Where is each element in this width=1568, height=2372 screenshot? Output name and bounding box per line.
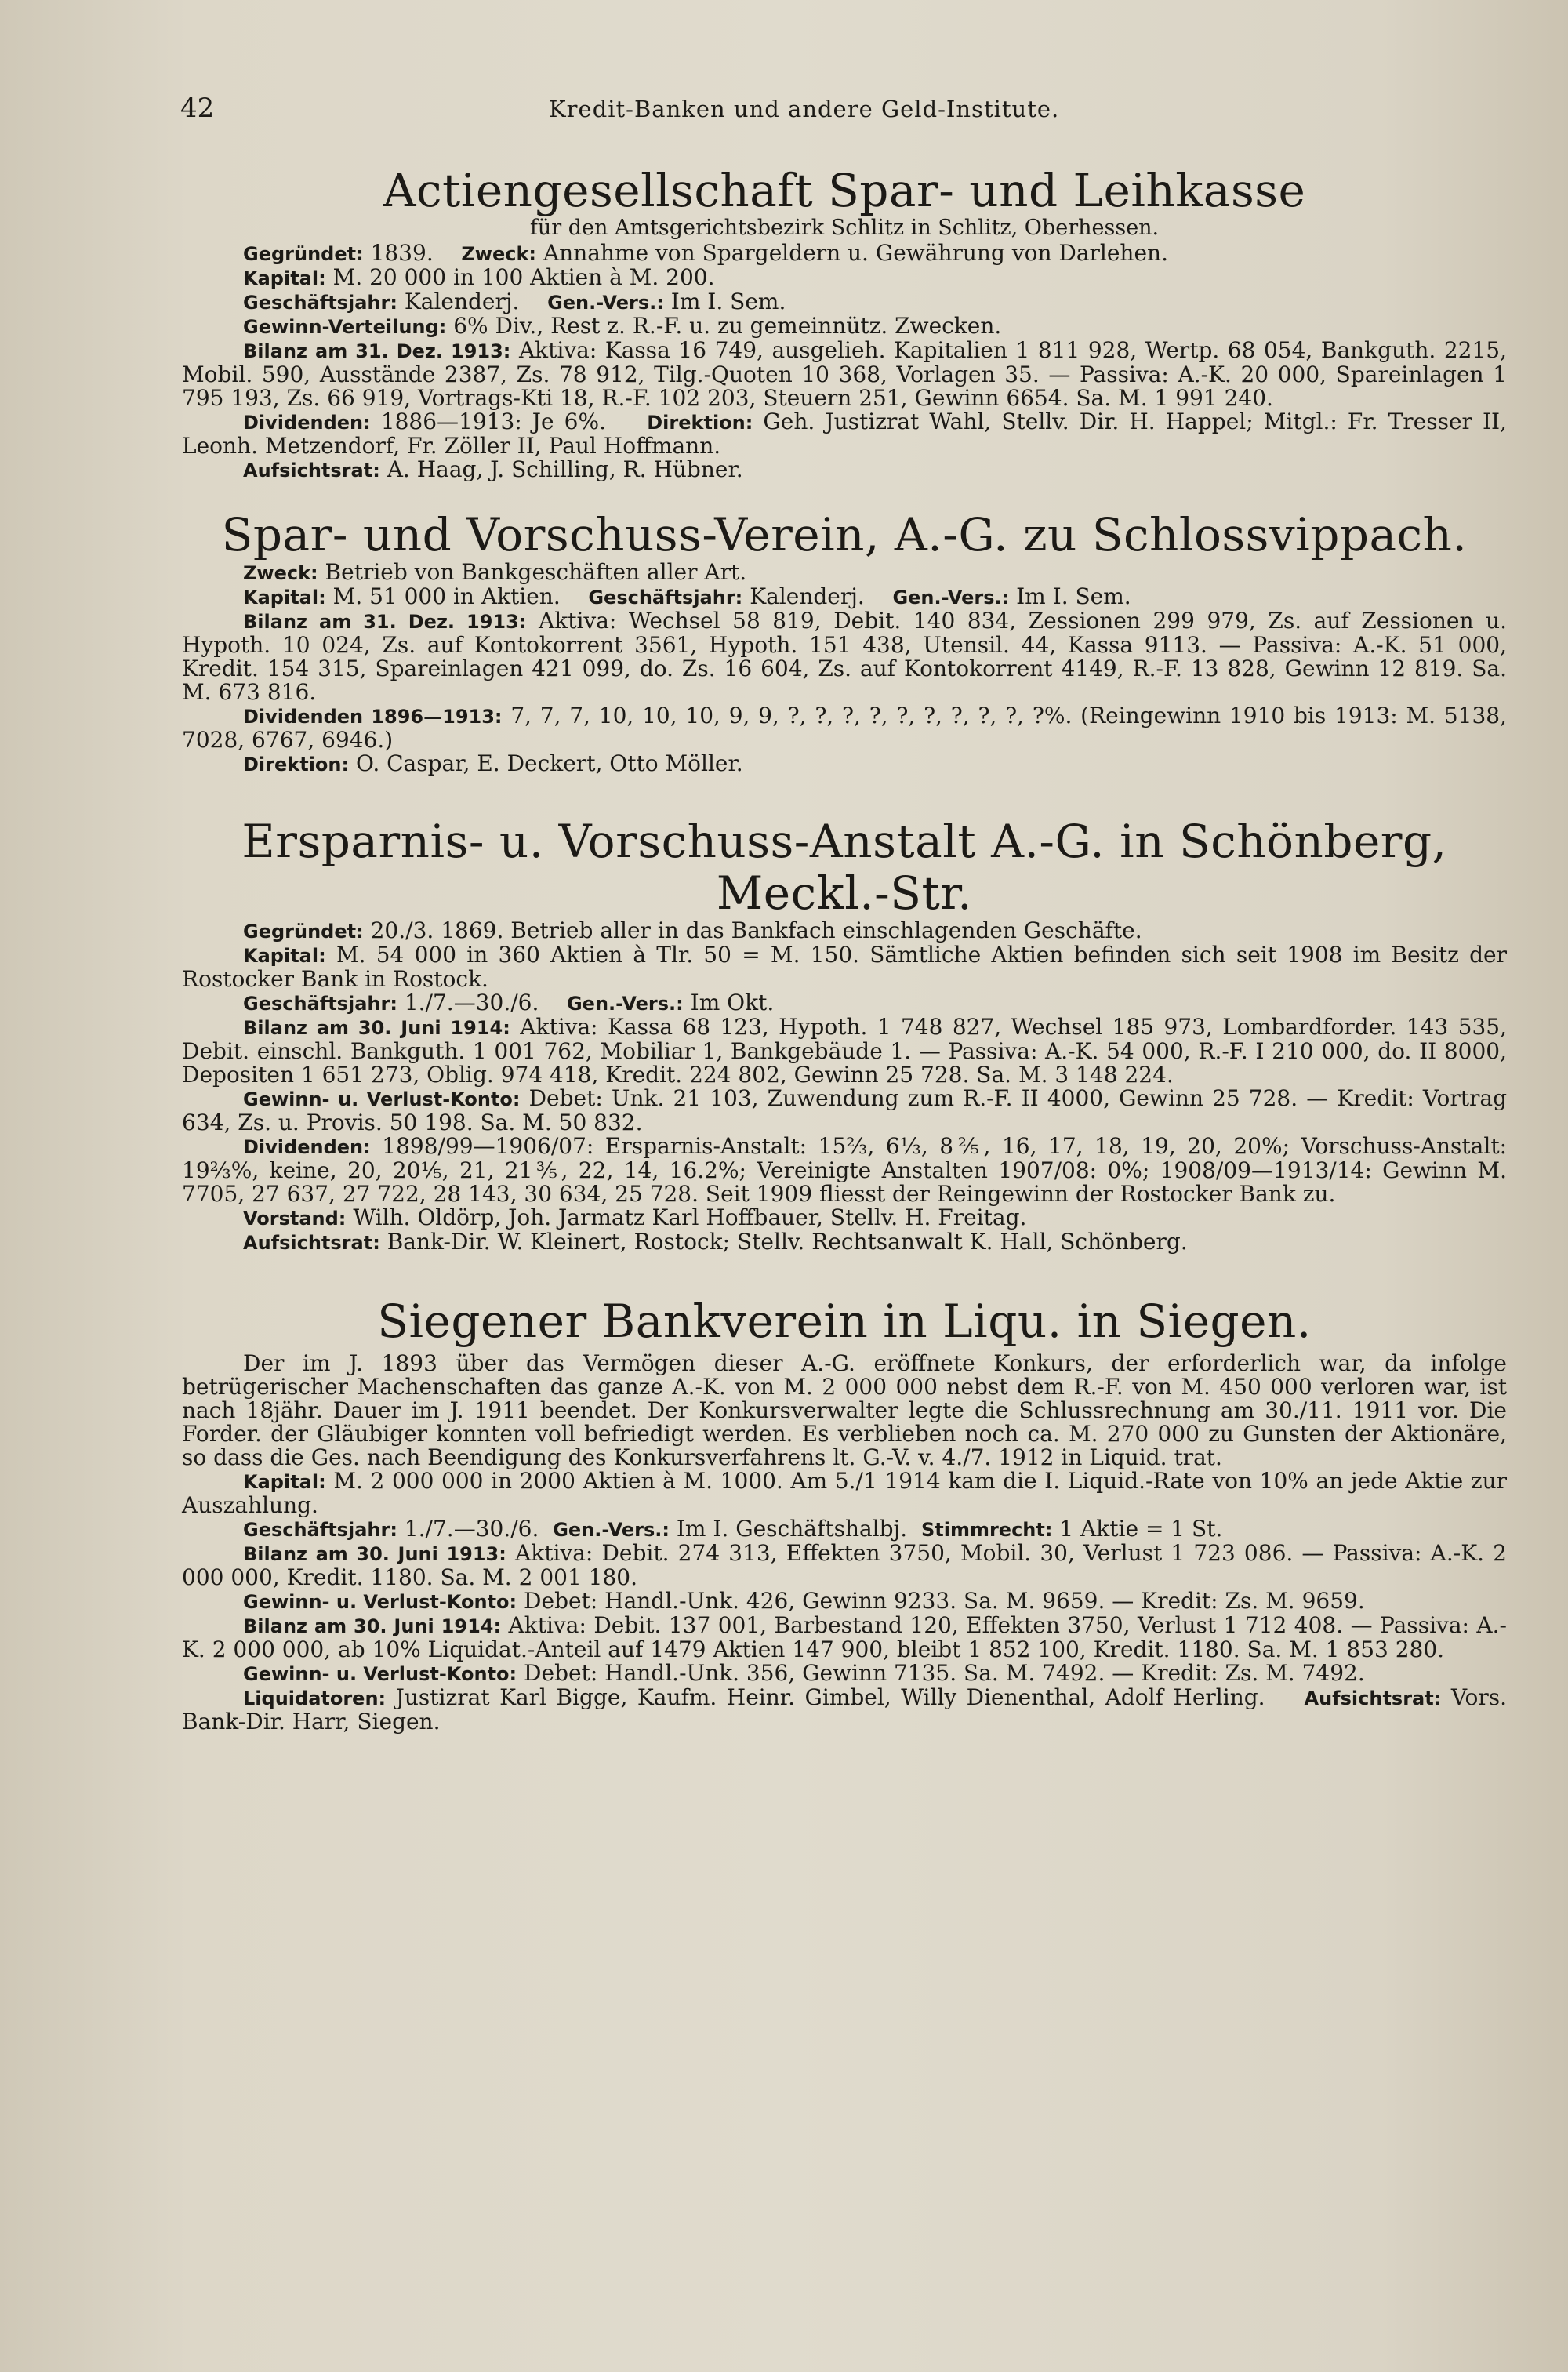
field-value: Aktiva: Kassa 16 749, ausgelieh. Kapitalien 1 811 928, Wertp. 68 054, Bankguth. 2215, Mobil. 590, Ausstände 2387, Zs. 78 912, Tilg.-Quoten 10 368, Vorlagen 35. — Passiva: A.-K. 20 000, Spareinlagen 1 795 193, Zs. 66 919, Vortrags-Kti 18, R.-F. 102 203, Steuern 251, Gewinn 6654. Sa. M. 1 991 240.	[182, 337, 1507, 411]
field-value: 1898/99—1906/07: Ersparnis-Anstalt: 15⅔, 6⅓, 8⅖, 16, 17, 18, 19, 20, 20%; Vorschuss-Anstalt: 19⅔%, keine, 20, 20⅕, 21, 21⅗, 22, 14, 16.2%; Vereinigte Anstalten 1907/08: 0%; 1908/09—1913/14: Gewinn M. 7705, 27 637, 27 722, 28 143, 30 634, 25 728. Seit 1909 fliesst der Reingewinn der Rostocker Bank zu.	[182, 1133, 1508, 1207]
field-value: M. 54 000 in 360 Aktien à Tlr. 50 = M. 150. Sämtliche Aktien befinden sich seit 1908 im Besitz der Rostocker Bank in Rostock.	[182, 942, 1507, 992]
field-label: Dividenden 1896—1913:	[243, 706, 503, 728]
entry-paragraph	[182, 1015, 1507, 1087]
field-label: Zweck:	[461, 243, 537, 265]
field-value: 1839.	[370, 240, 434, 266]
running-title: Kredit-Banken und andere Geld-Institute.	[549, 96, 1060, 122]
field-label: Aufsichtsrat:	[243, 460, 380, 481]
field-label: Kapital:	[243, 587, 326, 608]
field-label: Geschäftsjahr:	[243, 993, 397, 1015]
entry-paragraph	[182, 919, 1507, 943]
entry-title: Spar- und Vorschuss-Verein, A.-G. zu Schlossvippach.	[221, 508, 1468, 561]
field-value: Im I. Sem.	[670, 289, 786, 314]
entry-paragraph	[182, 1614, 1507, 1662]
page-header	[180, 93, 1513, 132]
field-value: 20./3. 1869. Betrieb aller in das Bankfach einschlagenden Geschäfte.	[370, 917, 1142, 943]
entry-paragraph	[182, 1135, 1507, 1206]
field-label: Dividenden:	[243, 1136, 371, 1158]
field-value: Justizrat Karl Bigge, Kaufm. Heinr. Gimbel, Willy Dienenthal, Adolf Herling.	[395, 1684, 1265, 1710]
entry-paragraph	[182, 752, 1507, 776]
field-label: Gen.-Vers.:	[553, 1519, 670, 1541]
field-label: Geschäftsjahr:	[588, 587, 743, 608]
entry-paragraph	[182, 704, 1507, 752]
entry-paragraph	[182, 1352, 1507, 1469]
entry-paragraph	[182, 1686, 1507, 1734]
field-value: 1./7.—30./6.	[404, 990, 539, 1015]
field-value: M. 20 000 in 100 Aktien à M. 200.	[332, 264, 715, 290]
field-value: 1./7.—30./6.	[404, 1516, 539, 1542]
entry-paragraph	[182, 1206, 1507, 1230]
field-label: Gewinn- u. Verlust-Konto:	[243, 1088, 521, 1110]
field-label: Aufsichtsrat:	[1304, 1687, 1442, 1709]
entry-title: Siegener Bankverein in Liqu. in Siegen.	[377, 1295, 1312, 1348]
field-value: M. 2 000 000 in 2000 Aktien à M. 1000. Am 5./1 1914 kam die I. Liquid.-Rate von 10% an jede Aktie zur Auszahlung.	[182, 1468, 1507, 1518]
entry-paragraph	[182, 943, 1507, 991]
field-value: Vors. Bank-Dir. Harr, Siegen.	[182, 1684, 1507, 1735]
field-label: Direktion:	[647, 412, 753, 434]
field-value: Bank-Dir. W. Kleinert, Rostock; Stellv. Rechtsanwalt K. Hall, Schönberg.	[387, 1229, 1188, 1255]
field-value: Debet: Handl.-Unk. 356, Gewinn 7135. Sa. M. 7492. — Kredit: Zs. M. 7492.	[524, 1660, 1365, 1686]
field-label: Aufsichtsrat:	[243, 1232, 380, 1254]
entry-paragraph	[182, 1230, 1507, 1255]
entry-paragraph	[182, 458, 1507, 482]
field-label: Gewinn-Verteilung:	[243, 316, 447, 338]
field-label: Kapital:	[243, 267, 326, 289]
field-value: Aktiva: Debit. 274 313, Effekten 3750, Mobil. 30, Verlust 1 723 086. — Passiva: A.-K. 2 000 000, Kredit. 1180. Sa. M. 2 001 180.	[182, 1540, 1507, 1590]
field-label: Bilanz am 30. Juni 1914:	[243, 1615, 502, 1637]
field-value: Kalenderj.	[750, 583, 865, 609]
field-value: Wilh. Oldörp, Joh. Jarmatz Karl Hoffbauer, Stellv. H. Freitag.	[353, 1204, 1027, 1230]
field-value: O. Caspar, E. Deckert, Otto Möller.	[356, 750, 743, 776]
field-value: Im I. Geschäftshalbj.	[676, 1516, 908, 1542]
field-value: Debet: Handl.-Unk. 426, Gewinn 9233. Sa. M. 9659. — Kredit: Zs. M. 9659.	[524, 1588, 1365, 1614]
field-value: Annahme von Spargeldern u. Gewährung von Darlehen.	[543, 240, 1168, 266]
entry-paragraph	[182, 410, 1507, 458]
entry-subtitle: für den Amtsgerichtsbezirk Schlitz in Schlitz, Oberhessen.	[529, 216, 1160, 240]
field-value: Kalenderj.	[404, 289, 520, 314]
field-label: Gegründet:	[243, 243, 364, 265]
field-value: Im I. Sem.	[1016, 583, 1131, 609]
field-value: 1886—1913: Je 6%.	[380, 409, 606, 434]
field-label: Gen.-Vers.:	[547, 292, 664, 314]
field-label: Gen.-Vers.:	[892, 587, 1010, 608]
field-value: Der im J. 1893 über das Vermögen dieser A.-G. eröffnete Konkurs, der erforderlich war, da infolge betrügerischer Machenschaften das ganze A.-K. von M. 2 000 000 nebst dem R.-F. von M. 450 000 verloren war, ist nach 18jähr. Dauer im J. 1911 beendet. Der Konkursverwalter legte die Schlussrechnung am 30./11. 1911 vor. Die Forder. der Gläubiger konnten voll befriedigt werden. Es verblieben noch ca. M. 270 000 zu Gunsten der Aktionäre, so dass die Ges. nach Beendigung des Konkursverfahrens lt. G.-V. v. 4./7. 1912 in Liquid. trat.	[182, 1350, 1507, 1470]
field-label: Geschäftsjahr:	[243, 292, 397, 314]
entry-paragraph	[182, 266, 1507, 290]
field-label: Bilanz am 30. Juni 1913:	[243, 1543, 506, 1565]
field-value: Geh. Justizrat Wahl, Stellv. Dir. H. Happel; Mitgl.: Fr. Tresser II, Leonh. Metzendorf, Fr. Zöller II, Paul Hoffmann.	[182, 409, 1508, 459]
entry-paragraph	[182, 339, 1507, 410]
entry-schlossvippach	[182, 509, 1507, 776]
field-value: 7, 7, 7, 10, 10, 10, 9, 9, ?, ?, ?, ?, ?, ?, ?, ?, ?, ?%. (Reingewinn 1910 bis 1913: M. 5138, 7028, 6767, 6946.)	[182, 703, 1507, 753]
entry-schlitz	[182, 165, 1507, 482]
field-label: Gen.-Vers.:	[566, 993, 684, 1015]
entry-paragraph	[182, 1087, 1507, 1135]
entry-paragraph	[182, 1662, 1507, 1686]
entry-paragraph	[182, 1517, 1507, 1542]
entry-paragraph	[182, 1542, 1507, 1589]
field-label: Dividenden:	[243, 412, 371, 434]
field-value: Debet: Unk. 21 103, Zuwendung zum R.-F. II 4000, Gewinn 25 728. — Kredit: Vortrag 634, Zs. u. Provis. 50 198. Sa. M. 50 832.	[182, 1085, 1507, 1135]
field-value: 6% Div., Rest z. R.-F. u. zu gemeinnütz. Zwecken.	[453, 313, 1002, 339]
page-number: 42	[180, 93, 215, 124]
entry-paragraph	[182, 991, 1507, 1015]
entry-siegen	[182, 1295, 1507, 1734]
entry-schoenberg	[182, 815, 1507, 1255]
entry-paragraph	[182, 585, 1507, 609]
field-label: Vorstand:	[243, 1208, 347, 1230]
field-label: Gewinn- u. Verlust-Konto:	[243, 1591, 517, 1613]
field-value: Aktiva: Kassa 68 123, Hypoth. 1 748 827, Wechsel 185 973, Lombardforder. 143 535, Debit. einschl. Bankguth. 1 001 762, Mobiliar 1, Bankgebäude 1. — Passiva: A.-K. 54 000, R.-F. I 210 000, do. II 8000, Depositen 1 651 273, Oblig. 974 418, Kredit. 224 802, Gewinn 25 728. Sa. M. 3 148 224.	[182, 1014, 1508, 1088]
field-label: Kapital:	[243, 1471, 326, 1493]
entry-title: Actiengesellschaft Spar- und Leihkasse	[383, 164, 1306, 217]
field-label: Bilanz am 30. Juni 1914:	[243, 1017, 510, 1039]
entry-paragraph	[182, 242, 1507, 266]
field-value: M. 51 000 in Aktien.	[332, 583, 561, 609]
field-label: Bilanz am 31. Dez. 1913:	[243, 611, 527, 633]
field-label: Liquidatoren:	[243, 1687, 387, 1709]
field-value: 1 Aktie = 1 St.	[1059, 1516, 1223, 1542]
field-value: Im Okt.	[690, 990, 775, 1015]
field-value: Betrieb von Bankgeschäften aller Art.	[325, 559, 747, 585]
entry-paragraph	[182, 1469, 1507, 1517]
field-label: Stimmrecht:	[920, 1519, 1053, 1541]
field-value: Aktiva: Wechsel 58 819, Debit. 140 834, Zessionen 299 979, Zs. auf Zessionen u. Hypoth. 10 024, Zs. auf Kontokorrent 3561, Hypoth. 151 438, Utensil. 44, Kassa 9113. — Passiva: A.-K. 51 000, Kredit. 154 315, Spareinlagen 421 099, do. Zs. 16 604, Zs. auf Kontokorrent 4149, R.-F. 13 828, Gewinn 12 819. Sa. M. 673 816.	[182, 608, 1507, 705]
field-label: Gewinn- u. Verlust-Konto:	[243, 1663, 517, 1685]
entry-title: Ersparnis- u. Vorschuss-Anstalt A.-G. in Schönberg, Meckl.-Str.	[241, 815, 1447, 920]
entry-paragraph	[182, 290, 1507, 314]
entry-paragraph	[182, 561, 1507, 585]
field-label: Bilanz am 31. Dez. 1913:	[243, 340, 511, 362]
field-label: Zweck:	[243, 562, 318, 584]
field-label: Direktion:	[243, 754, 350, 776]
field-label: Geschäftsjahr:	[243, 1519, 397, 1541]
field-label: Kapital:	[243, 945, 326, 967]
entry-paragraph	[182, 609, 1507, 704]
field-value: A. Haag, J. Schilling, R. Hübner.	[387, 456, 743, 482]
entry-paragraph	[182, 1589, 1507, 1614]
page-content	[182, 165, 1507, 1734]
entry-paragraph	[182, 314, 1507, 339]
field-value: Aktiva: Debit. 137 001, Barbestand 120, Effekten 3750, Verlust 1 712 408. — Passiva: A.-K. 2 000 000, ab 10% Liquidat.-Anteil auf 1479 Aktien 147 900, bleibt 1 852 100, Kredit. 1180. Sa. M. 1 853 280.	[182, 1612, 1507, 1662]
field-label: Gegründet:	[243, 921, 364, 943]
